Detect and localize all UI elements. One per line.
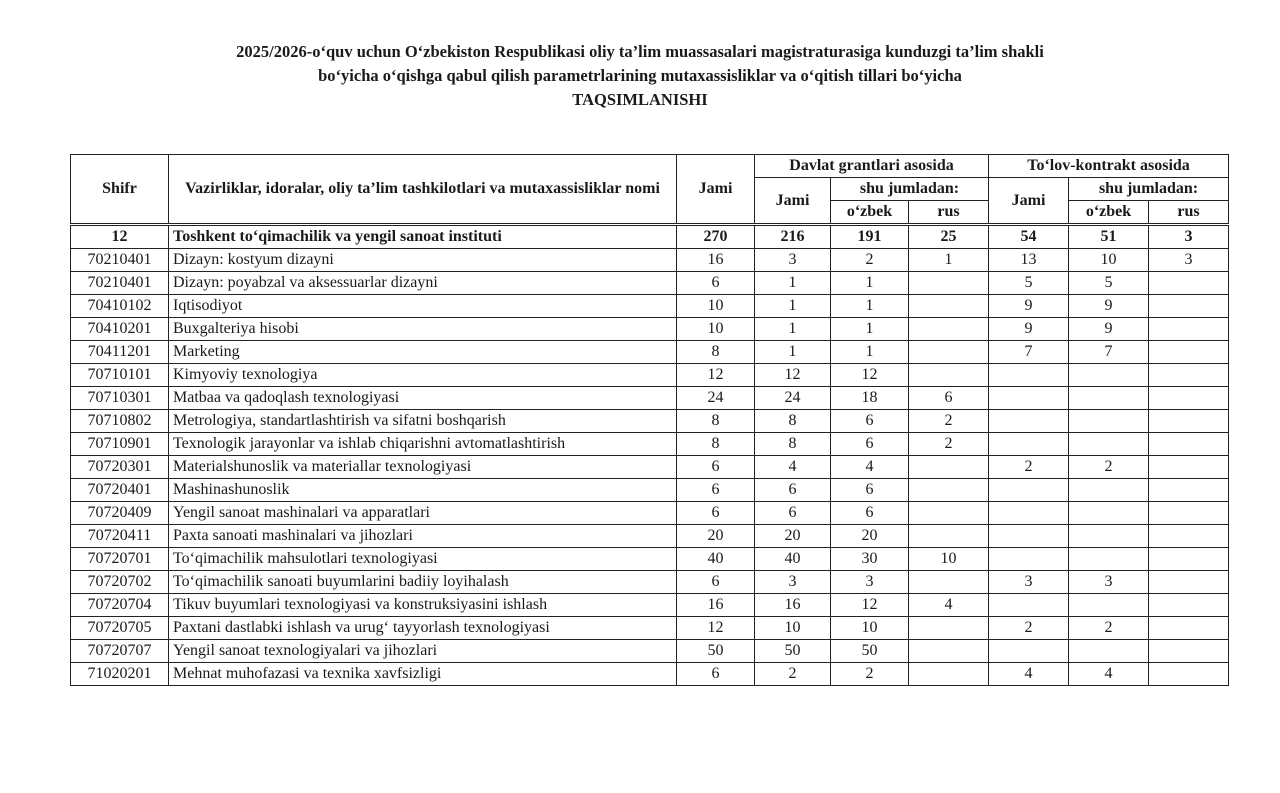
cell-name: Tikuv buyumlari texnologiyasi va konstruksiyasini ishlash xyxy=(169,594,677,617)
cell-grant-uzbek: 30 xyxy=(831,548,909,571)
cell-shifr: 70720707 xyxy=(71,640,169,663)
cell-grant-uzbek: 1 xyxy=(831,272,909,295)
cell-contract-jami: 2 xyxy=(989,456,1069,479)
header-shifr: Shifr xyxy=(71,155,169,225)
header-name: Vazirliklar, idoralar, oliy ta’lim tashkilotlari va mutaxassisliklar nomi xyxy=(169,155,677,225)
cell-contract-uzbek: 2 xyxy=(1069,456,1149,479)
header-tolov-shu-jumladan: shu jumladan: xyxy=(1069,178,1229,201)
cell-contract-rus xyxy=(1149,456,1229,479)
cell-grant-uzbek: 12 xyxy=(831,594,909,617)
cell-name: Dizayn: poyabzal va aksessuarlar dizayni xyxy=(169,272,677,295)
cell-name: Paxtani dastlabki ishlash va urug‘ tayyorlash texnologiyasi xyxy=(169,617,677,640)
cell-grant-jami: 2 xyxy=(755,663,831,686)
cell-grant-uzbek: 20 xyxy=(831,525,909,548)
cell-contract-uzbek: 4 xyxy=(1069,663,1149,686)
cell-grant-rus: 4 xyxy=(909,594,989,617)
cell-jami: 16 xyxy=(677,594,755,617)
cell-contract-jami: 3 xyxy=(989,571,1069,594)
cell-grant-jami: 1 xyxy=(755,295,831,318)
table-row xyxy=(71,548,1229,571)
cell-contract-rus xyxy=(1149,433,1229,456)
cell-contract-jami xyxy=(989,640,1069,663)
cell-shifr: 70710802 xyxy=(71,410,169,433)
cell-grant-jami: 20 xyxy=(755,525,831,548)
cell-jami: 6 xyxy=(677,502,755,525)
cell-grant-jami: 24 xyxy=(755,387,831,410)
cell-grant-rus xyxy=(909,525,989,548)
cell-contract-jami xyxy=(989,548,1069,571)
cell-contract-uzbek: 9 xyxy=(1069,318,1149,341)
cell-jami: 6 xyxy=(677,479,755,502)
cell-contract-uzbek xyxy=(1069,548,1149,571)
table-row xyxy=(71,525,1229,548)
header-davlat-uzbek: o‘zbek xyxy=(831,201,909,225)
cell-contract-rus xyxy=(1149,341,1229,364)
cell-grant-uzbek: 3 xyxy=(831,571,909,594)
cell-contract-rus xyxy=(1149,387,1229,410)
cell-contract-jami: 9 xyxy=(989,295,1069,318)
cell-contract-uzbek xyxy=(1069,410,1149,433)
table-body xyxy=(71,225,1229,686)
cell-grant-rus xyxy=(909,272,989,295)
cell-contract-uzbek xyxy=(1069,433,1149,456)
table-row xyxy=(71,617,1229,640)
cell-grant-jami: 8 xyxy=(755,433,831,456)
cell-shifr: 70411201 xyxy=(71,341,169,364)
cell-contract-rus xyxy=(1149,571,1229,594)
cell-grant-jami: 8 xyxy=(755,410,831,433)
cell-grant-jami: 3 xyxy=(755,571,831,594)
cell-grant-uzbek: 1 xyxy=(831,318,909,341)
cell-shifr: 70210401 xyxy=(71,272,169,295)
cell-contract-uzbek: 9 xyxy=(1069,295,1149,318)
cell-contract-uzbek: 5 xyxy=(1069,272,1149,295)
cell-contract-jami xyxy=(989,364,1069,387)
cell-contract-jami: 4 xyxy=(989,663,1069,686)
header-tolov-kontrakt: To‘lov-kontrakt asosida xyxy=(989,155,1229,178)
cell-shifr: 70720301 xyxy=(71,456,169,479)
header-jami: Jami xyxy=(677,155,755,225)
cell-shifr: 71020201 xyxy=(71,663,169,686)
cell-contract-jami: 54 xyxy=(989,225,1069,249)
cell-contract-rus xyxy=(1149,640,1229,663)
title-line: bo‘yicha o‘qishga qabul qilish parametrlarining mutaxassisliklar va o‘qitish tillari bo‘yicha xyxy=(318,66,962,85)
cell-grant-rus xyxy=(909,571,989,594)
cell-jami: 8 xyxy=(677,433,755,456)
cell-contract-uzbek: 3 xyxy=(1069,571,1149,594)
cell-name: Materialshunoslik va materiallar texnologiyasi xyxy=(169,456,677,479)
cell-grant-rus: 2 xyxy=(909,410,989,433)
cell-shifr: 70720702 xyxy=(71,571,169,594)
cell-shifr: 70710301 xyxy=(71,387,169,410)
table-row xyxy=(71,364,1229,387)
cell-grant-rus xyxy=(909,479,989,502)
table-row xyxy=(71,571,1229,594)
cell-grant-jami: 6 xyxy=(755,479,831,502)
cell-contract-uzbek: 2 xyxy=(1069,617,1149,640)
cell-jami: 12 xyxy=(677,364,755,387)
cell-grant-jami: 1 xyxy=(755,341,831,364)
cell-grant-uzbek: 6 xyxy=(831,479,909,502)
cell-grant-jami: 50 xyxy=(755,640,831,663)
cell-name: To‘qimachilik sanoati buyumlarini badiiy loyihalash xyxy=(169,571,677,594)
cell-shifr: 70720704 xyxy=(71,594,169,617)
cell-grant-uzbek: 191 xyxy=(831,225,909,249)
cell-grant-jami: 6 xyxy=(755,502,831,525)
table-row xyxy=(71,295,1229,318)
cell-contract-uzbek: 7 xyxy=(1069,341,1149,364)
cell-shifr: 70210401 xyxy=(71,249,169,272)
cell-shifr: 70720705 xyxy=(71,617,169,640)
cell-shifr: 70410102 xyxy=(71,295,169,318)
cell-contract-jami xyxy=(989,410,1069,433)
header-davlat-jami: Jami xyxy=(755,178,831,225)
cell-contract-uzbek xyxy=(1069,640,1149,663)
table-row xyxy=(71,456,1229,479)
cell-name: Metrologiya, standartlashtirish va sifatni boshqarish xyxy=(169,410,677,433)
cell-contract-uzbek xyxy=(1069,387,1149,410)
table-row xyxy=(71,410,1229,433)
table-row xyxy=(71,341,1229,364)
table-row xyxy=(71,479,1229,502)
cell-grant-uzbek: 1 xyxy=(831,295,909,318)
header-davlat-shu-jumladan: shu jumladan: xyxy=(831,178,989,201)
cell-name: Texnologik jarayonlar va ishlab chiqarishni avtomatlashtirish xyxy=(169,433,677,456)
cell-contract-rus: 3 xyxy=(1149,225,1229,249)
cell-grant-rus: 1 xyxy=(909,249,989,272)
cell-jami: 10 xyxy=(677,295,755,318)
cell-shifr: 70710901 xyxy=(71,433,169,456)
cell-contract-rus xyxy=(1149,548,1229,571)
cell-contract-jami xyxy=(989,525,1069,548)
cell-grant-rus xyxy=(909,341,989,364)
cell-contract-uzbek xyxy=(1069,502,1149,525)
cell-contract-jami: 7 xyxy=(989,341,1069,364)
cell-name: Mehnat muhofazasi va texnika xavfsizligi xyxy=(169,663,677,686)
cell-grant-uzbek: 18 xyxy=(831,387,909,410)
cell-jami: 8 xyxy=(677,341,755,364)
cell-name: Iqtisodiyot xyxy=(169,295,677,318)
cell-grant-rus: 25 xyxy=(909,225,989,249)
cell-shifr: 12 xyxy=(71,225,169,249)
table-row xyxy=(71,249,1229,272)
cell-contract-uzbek: 51 xyxy=(1069,225,1149,249)
cell-grant-jami: 10 xyxy=(755,617,831,640)
cell-contract-jami xyxy=(989,594,1069,617)
table-header xyxy=(71,155,1229,225)
cell-shifr: 70720401 xyxy=(71,479,169,502)
cell-grant-uzbek: 6 xyxy=(831,433,909,456)
cell-jami: 20 xyxy=(677,525,755,548)
cell-name: Kimyoviy texnologiya xyxy=(169,364,677,387)
table-row xyxy=(71,433,1229,456)
header-davlat-rus: rus xyxy=(909,201,989,225)
cell-contract-rus xyxy=(1149,410,1229,433)
cell-shifr: 70410201 xyxy=(71,318,169,341)
admission-table xyxy=(70,154,1229,686)
header-tolov-uzbek: o‘zbek xyxy=(1069,201,1149,225)
cell-contract-rus xyxy=(1149,318,1229,341)
table-row xyxy=(71,502,1229,525)
cell-contract-rus xyxy=(1149,663,1229,686)
cell-grant-jami: 3 xyxy=(755,249,831,272)
cell-contract-jami xyxy=(989,479,1069,502)
cell-name: Paxta sanoati mashinalari va jihozlari xyxy=(169,525,677,548)
cell-name: Marketing xyxy=(169,341,677,364)
cell-contract-rus xyxy=(1149,364,1229,387)
cell-jami: 16 xyxy=(677,249,755,272)
cell-grant-uzbek: 50 xyxy=(831,640,909,663)
title-line: 2025/2026-o‘quv uchun O‘zbekiston Respublikasi oliy ta’lim muassasalari magistraturasiga kunduzgi ta’lim shakli xyxy=(236,42,1044,61)
document-title xyxy=(100,40,1180,112)
cell-jami: 8 xyxy=(677,410,755,433)
table-row xyxy=(71,640,1229,663)
cell-name: Dizayn: kostyum dizayni xyxy=(169,249,677,272)
cell-contract-rus xyxy=(1149,617,1229,640)
cell-contract-rus: 3 xyxy=(1149,249,1229,272)
table-row xyxy=(71,272,1229,295)
header-tolov-rus: rus xyxy=(1149,201,1229,225)
cell-contract-uzbek xyxy=(1069,594,1149,617)
header-tolov-jami: Jami xyxy=(989,178,1069,225)
cell-grant-jami: 12 xyxy=(755,364,831,387)
table-row xyxy=(71,663,1229,686)
cell-shifr: 70710101 xyxy=(71,364,169,387)
cell-name: Yengil sanoat mashinalari va apparatlari xyxy=(169,502,677,525)
cell-contract-jami: 13 xyxy=(989,249,1069,272)
cell-grant-jami: 16 xyxy=(755,594,831,617)
cell-contract-jami xyxy=(989,387,1069,410)
cell-grant-uzbek: 12 xyxy=(831,364,909,387)
cell-grant-rus xyxy=(909,456,989,479)
cell-grant-uzbek: 6 xyxy=(831,502,909,525)
table-row xyxy=(71,387,1229,410)
cell-name: To‘qimachilik mahsulotlari texnologiyasi xyxy=(169,548,677,571)
cell-contract-jami xyxy=(989,502,1069,525)
cell-jami: 270 xyxy=(677,225,755,249)
cell-contract-uzbek: 10 xyxy=(1069,249,1149,272)
cell-contract-rus xyxy=(1149,502,1229,525)
cell-grant-rus: 6 xyxy=(909,387,989,410)
cell-contract-jami: 5 xyxy=(989,272,1069,295)
table-row xyxy=(71,594,1229,617)
cell-grant-rus: 10 xyxy=(909,548,989,571)
cell-name: Mashinashunoslik xyxy=(169,479,677,502)
cell-contract-uzbek xyxy=(1069,479,1149,502)
cell-grant-jami: 1 xyxy=(755,272,831,295)
cell-jami: 40 xyxy=(677,548,755,571)
cell-grant-rus xyxy=(909,502,989,525)
cell-jami: 6 xyxy=(677,272,755,295)
cell-shifr: 70720701 xyxy=(71,548,169,571)
cell-contract-rus xyxy=(1149,525,1229,548)
cell-contract-uzbek xyxy=(1069,364,1149,387)
cell-name: Yengil sanoat texnologiyalari va jihozlari xyxy=(169,640,677,663)
cell-contract-rus xyxy=(1149,479,1229,502)
cell-grant-uzbek: 4 xyxy=(831,456,909,479)
title-line: TAQSIMLANISHI xyxy=(572,90,708,109)
cell-contract-jami xyxy=(989,433,1069,456)
cell-jami: 6 xyxy=(677,663,755,686)
cell-grant-uzbek: 1 xyxy=(831,341,909,364)
cell-jami: 50 xyxy=(677,640,755,663)
table-row xyxy=(71,318,1229,341)
cell-grant-rus xyxy=(909,318,989,341)
cell-grant-rus xyxy=(909,295,989,318)
cell-shifr: 70720409 xyxy=(71,502,169,525)
cell-grant-rus xyxy=(909,364,989,387)
cell-grant-uzbek: 2 xyxy=(831,663,909,686)
cell-grant-jami: 1 xyxy=(755,318,831,341)
cell-contract-rus xyxy=(1149,295,1229,318)
cell-shifr: 70720411 xyxy=(71,525,169,548)
cell-grant-jami: 40 xyxy=(755,548,831,571)
cell-jami: 6 xyxy=(677,571,755,594)
cell-grant-uzbek: 10 xyxy=(831,617,909,640)
cell-jami: 10 xyxy=(677,318,755,341)
cell-contract-jami: 2 xyxy=(989,617,1069,640)
cell-grant-rus: 2 xyxy=(909,433,989,456)
cell-contract-uzbek xyxy=(1069,525,1149,548)
header-davlat-grantlari: Davlat grantlari asosida xyxy=(755,155,989,178)
cell-grant-uzbek: 2 xyxy=(831,249,909,272)
cell-grant-uzbek: 6 xyxy=(831,410,909,433)
cell-grant-jami: 4 xyxy=(755,456,831,479)
cell-name: Buxgalteriya hisobi xyxy=(169,318,677,341)
cell-contract-jami: 9 xyxy=(989,318,1069,341)
cell-grant-rus xyxy=(909,617,989,640)
cell-grant-jami: 216 xyxy=(755,225,831,249)
cell-grant-rus xyxy=(909,640,989,663)
cell-name: Matbaa va qadoqlash texnologiyasi xyxy=(169,387,677,410)
cell-contract-rus xyxy=(1149,594,1229,617)
cell-name: Toshkent to‘qimachilik va yengil sanoat instituti xyxy=(169,225,677,249)
cell-jami: 6 xyxy=(677,456,755,479)
table-row-institute-total xyxy=(71,225,1229,249)
cell-jami: 24 xyxy=(677,387,755,410)
cell-contract-rus xyxy=(1149,272,1229,295)
cell-grant-rus xyxy=(909,663,989,686)
cell-jami: 12 xyxy=(677,617,755,640)
